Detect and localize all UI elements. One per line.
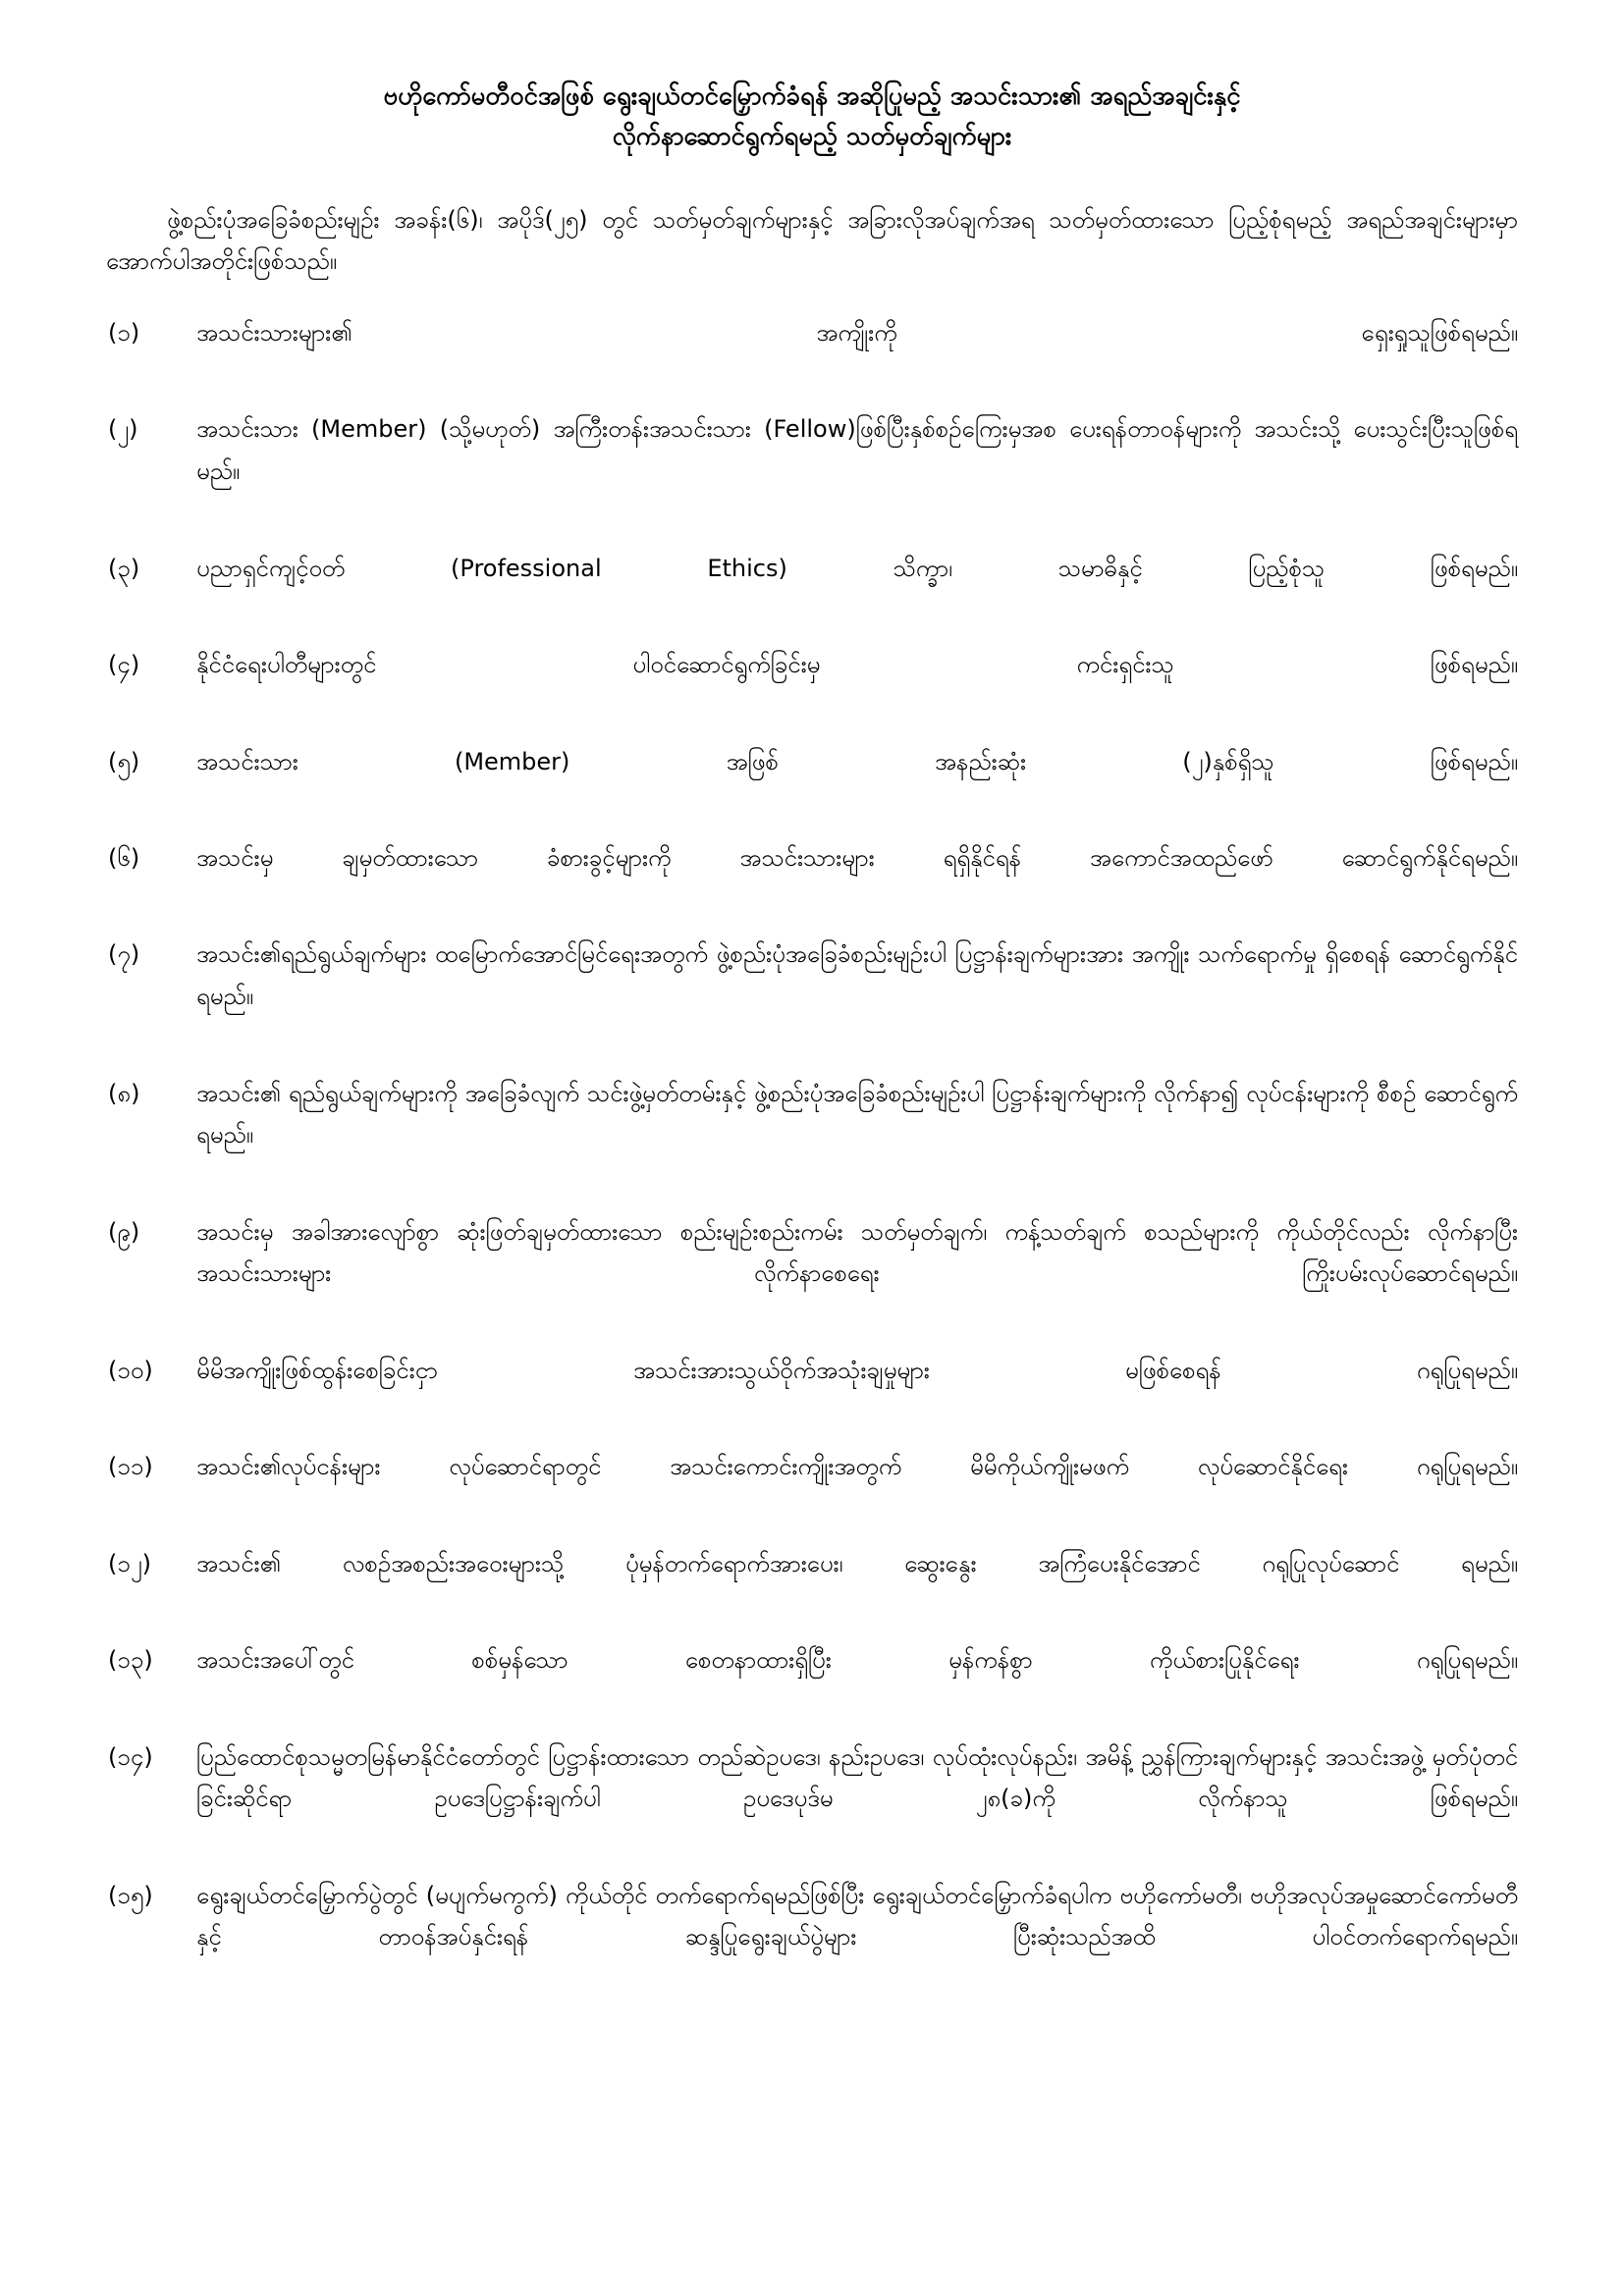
list-item-text: အသင်းသားများ၏ အကျိုးကို ရှေးရှုသူဖြစ်ရမည်။: [196, 319, 1518, 347]
list-item-text: အသင်း၏ ရည်ရွယ်ချက်များကို အခြေခံလျက် သင်းဖွဲ့မှတ်တမ်းနှင့် ဖွဲ့စည်းပုံအခြေခံစည်းမျဉ်းပါ ပြဋ္ဌာန်းချက်များကို လိုက်နာ၍ လုပ်ငန်းများကို စီစဉ် ဆောင်ရွက်ရမည်။: [196, 1079, 1518, 1149]
intro-text: ဖွဲ့စည်းပုံအခြေခံစည်းမျဉ်း အခန်း(၆)၊ အပိုဒ်(၂၅) တွင် သတ်မှတ်ချက်များနှင့် အခြားလိုအပ်ချက်အရ သတ်မှတ်ထားသော ပြည့်စုံရမည့် အရည်အချင်းများမှာ အောက်ပါအတိုင်းဖြစ်သည်။: [106, 205, 1518, 276]
list-item: [106, 1543, 1518, 1627]
list-item: [106, 644, 1518, 727]
list-item-number: (၃): [108, 554, 140, 582]
list-item-text: ပညာရှင်ကျင့်ဝတ် (Professional Ethics) သိက္ခာ၊ သမာဓိနှင့် ပြည့်စုံသူ ဖြစ်ရမည်။: [196, 554, 1518, 582]
list-item-number: (၁၅): [108, 1881, 153, 1909]
list-item-number: (၁၂): [108, 1549, 152, 1577]
list-item: [106, 934, 1518, 1059]
intro-paragraph: [106, 199, 1518, 283]
list-item: [106, 408, 1518, 534]
list-item-number: (၄): [108, 651, 140, 679]
list-item-number: (၁၃): [108, 1646, 153, 1675]
list-item-number: (၁၁): [108, 1453, 153, 1481]
list-item-number: (၂): [108, 415, 138, 444]
list-item: [106, 741, 1518, 825]
page-title-line-2: လိုက်နာဆောင်ရွက်ရမည့် သတ်မှတ်ချက်များ: [612, 122, 1012, 152]
list-item-number: (၅): [108, 747, 140, 775]
list-item: [106, 837, 1518, 921]
list-item: [106, 1350, 1518, 1433]
list-item: [106, 312, 1518, 396]
list-item-number: (၁၀): [108, 1356, 153, 1384]
page-title: [145, 77, 1479, 158]
list-item-text: အသင်း၏လုပ်ငန်းများ လုပ်ဆောင်ရာတွင် အသင်းကောင်းကျိုးအတွက် မိမိကိုယ်ကျိုးမဖက် လုပ်ဆောင်နိုင်ရေး ဂရုပြုရမည်။: [196, 1453, 1518, 1481]
list-item: [106, 1446, 1518, 1529]
list-item-text: အသင်း၏ရည်ရွယ်ချက်များ ထမြောက်အောင်မြင်ရေးအတွက် ဖွဲ့စည်းပုံအခြေခံစည်းမျဉ်းပါ ပြဋ္ဌာန်းချက်များအား အကျိုး သက်ရောက်မှု ရှိစေရန် ဆောင်ရွက်နိုင်ရမည်။: [196, 940, 1518, 1011]
list-item-text: ပြည်ထောင်စုသမ္မတမြန်မာနိုင်ငံတော်တွင် ပြဋ္ဌာန်းထားသော တည်ဆဲဥပဒေ၊ နည်းဥပဒေ၊ လုပ်ထုံးလုပ်နည်း၊ အမိန့် ညွှန်ကြားချက်များနှင့် အသင်းအဖွဲ့ မှတ်ပုံတင်ခြင်းဆိုင်ရာ ဥပဒေပြဋ္ဌာန်းချက်ပါ ဥပဒေပုဒ်မ ၂၈(ခ)ကို လိုက်နာသူ ဖြစ်ရမည်။: [196, 1742, 1518, 1813]
list-item-text: မိမိအကျိုးဖြစ်ထွန်းစေခြင်းငှာ အသင်းအားသွယ်ဝိုက်အသုံးချမှုများ မဖြစ်စေရန် ဂရုပြုရမည်။: [196, 1356, 1518, 1384]
list-item: [106, 1073, 1518, 1199]
list-item-text: အသင်းသား (Member) (သို့မဟုတ်) အကြီးတန်းအသင်းသား (Fellow)ဖြစ်ပြီးနှစ်စဉ်ကြေးမှအစ ပေးရန်တာဝန်များကို အသင်းသို့ ပေးသွင်းပြီးသူဖြစ်ရမည်။: [196, 415, 1518, 486]
list-item: [106, 1639, 1518, 1723]
page-title-line-1: ဗဟိုကော်မတီဝင်အဖြစ် ရွေးချယ်တင်မြှောက်ခံရန် အဆိုပြုမည့် အသင်းသား၏ အရည်အချင်းနှင့်: [383, 81, 1241, 111]
list-item-number: (၉): [108, 1217, 140, 1246]
requirements-list: [106, 312, 1518, 2001]
list-item: [106, 1875, 1518, 2001]
list-item-number: (၁၄): [108, 1742, 153, 1771]
list-item: [106, 548, 1518, 631]
list-item-number: (၇): [108, 940, 140, 969]
list-item-text: အသင်းမှ ချမှတ်ထားသော ခံစားခွင့်များကို အသင်းသားများ ရရှိနိုင်ရန် အကောင်အထည်ဖော် ဆောင်ရွက်နိုင်ရမည်။: [196, 843, 1518, 872]
list-item-text: ရွေးချယ်တင်မြှောက်ပွဲတွင် (မပျက်မကွက်) ကိုယ်တိုင် တက်ရောက်ရမည်ဖြစ်ပြီး ရွေးချယ်တင်မြှောက်ခံရပါက ဗဟိုကော်မတီ၊ ဗဟိုအလုပ်အမှုဆောင်ကော်မတီနှင့် တာဝန်အပ်နှင်းရန် ဆန္ဒပြုရွေးချယ်ပွဲများ ပြီးဆုံးသည်အထိ ပါဝင်တက်ရောက်ရမည်။: [196, 1881, 1518, 1951]
list-item-number: (၆): [108, 843, 140, 872]
list-item-text: အသင်း၏ လစဉ်အစည်းအဝေးများသို့ ပုံမှန်တက်ရောက်အားပေး၊ ဆွေးနွေး အကြံပေးနိုင်အောင် ဂရုပြုလုပ်ဆောင် ရမည်။: [196, 1549, 1518, 1577]
list-item-number: (၈): [108, 1079, 140, 1107]
list-item-number: (၁): [108, 319, 140, 347]
list-item-text: အသင်းအပေါ်တွင် စစ်မှန်သော စေတနာထားရှိပြီး မှန်ကန်စွာ ကိုယ်စားပြုနိုင်ရေး ဂရုပြုရမည်။: [196, 1646, 1518, 1675]
list-item: [106, 1211, 1518, 1337]
list-item-text: အသင်းမှ အခါအားလျော်စွာ ဆုံးဖြတ်ချမှတ်ထားသော စည်းမျဉ်းစည်းကမ်း သတ်မှတ်ချက်၊ ကန့်သတ်ချက် စသည်များကို ကိုယ်တိုင်လည်း လိုက်နာပြီး အသင်းသားများ လိုက်နာစေရေး ကြိုးပမ်းလုပ်ဆောင်ရမည်။: [196, 1217, 1518, 1288]
list-item: [106, 1736, 1518, 1862]
list-item-text: အသင်းသား (Member) အဖြစ် အနည်းဆုံး (၂)နှစ်ရှိသူ ဖြစ်ရမည်။: [196, 747, 1518, 775]
list-item-text: နိုင်ငံရေးပါတီများတွင် ပါဝင်ဆောင်ရွက်ခြင်းမှ ကင်းရှင်းသူ ဖြစ်ရမည်။: [196, 651, 1518, 679]
